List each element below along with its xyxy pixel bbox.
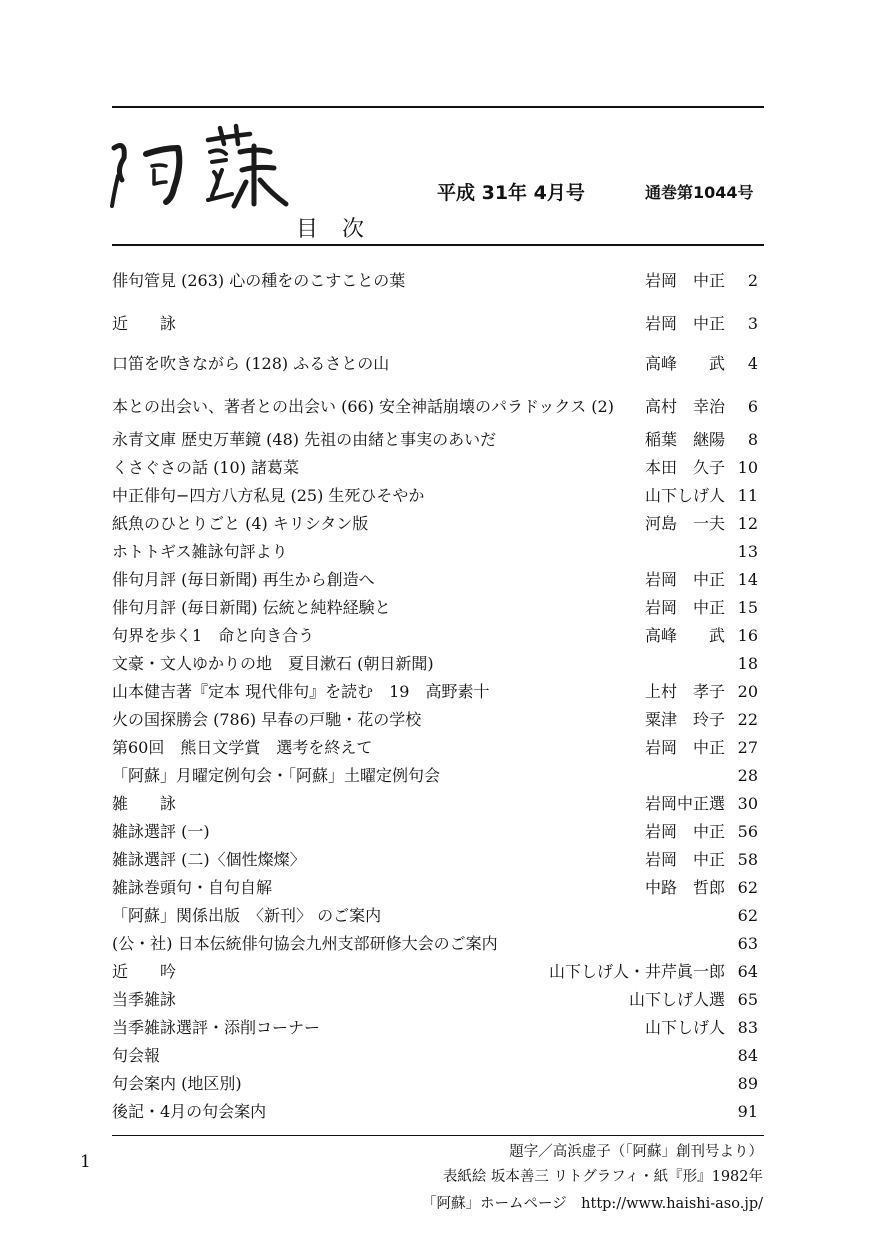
toc-entry [112, 1043, 758, 1069]
toc-entry-title: 「阿蘇」関係出版 〈新刊〉 のご案内 [112, 906, 382, 925]
issue-date: 平成 31年 4月号 [437, 182, 585, 204]
toc-entry [112, 595, 758, 621]
toc-entry-page: 20 [737, 682, 758, 701]
toc-entry-author: 山下しげ人 [644, 486, 725, 505]
toc-entry-title: 雑 詠 [112, 794, 177, 813]
toc-entry [112, 791, 758, 817]
toc-entry-title: ホトトギス雑詠句評より [112, 542, 288, 561]
toc-entry-page: 28 [737, 766, 758, 785]
toc-entry-page: 11 [737, 486, 758, 505]
footer-rule [112, 1135, 764, 1136]
toc-entry-page: 12 [737, 514, 758, 533]
toc-entry [112, 351, 758, 377]
toc-entry-page: 15 [737, 598, 758, 617]
toc-entry-author: 本田 久子 [644, 458, 725, 477]
toc-entry-title: 当季雑詠選評・添削コーナー [112, 1018, 321, 1037]
toc-entry-title: (公・社) 日本伝統俳句協会九州支部研修大会のご案内 [112, 934, 498, 953]
toc-entry-page: 14 [737, 570, 758, 589]
toc-entry-page: 91 [737, 1102, 758, 1121]
toc-entry-author: 岩岡 中正 [644, 850, 725, 869]
toc-entry [112, 483, 758, 509]
toc-entry-page: 89 [737, 1074, 758, 1093]
toc-entry-title: 永青文庫 歴史万華鏡 (48) 先祖の由緒と事実のあいだ [112, 430, 497, 449]
toc-entry-title: 口笛を吹きながら (128) ふるさとの山 [112, 354, 390, 373]
toc-entry-page: 65 [737, 990, 758, 1009]
toc-entry-author: 高峰 武 [644, 354, 725, 373]
toc-entry-page: 18 [737, 654, 758, 673]
toc-entry-page: 58 [737, 850, 758, 869]
toc-entry-title: 俳句管見 (263) 心の種をのこすことの葉 [112, 271, 406, 290]
page-number: 1 [80, 1152, 91, 1172]
toc-entry-title: 第60回 熊日文学賞 選考を終えて [112, 738, 373, 757]
toc-entry-page: 6 [747, 397, 758, 416]
toc-entry-title: 中正俳句−四方八方私見 (25) 生死ひそやか [112, 486, 425, 505]
toc-entry-title: 山本健吉著『定本 現代俳句』を読む 19 高野素十 [112, 682, 490, 701]
header-top-rule [112, 106, 764, 108]
volume-number: 通巻第1044号 [645, 183, 754, 202]
toc-entry-title: 俳句月評 (毎日新聞) 再生から創造へ [112, 570, 375, 589]
toc-entry [112, 623, 758, 649]
toc-entry-author: 山下しげ人・井芹眞一郎 [548, 962, 725, 981]
toc-entry-title: 紙魚のひとりごと (4) キリシタン版 [112, 514, 369, 533]
toc-entry [112, 679, 758, 705]
toc-entry-author: 岩岡 中正 [644, 822, 725, 841]
toc-entry-page: 13 [737, 542, 758, 561]
toc-entry-page: 30 [737, 794, 758, 813]
toc-entry-title: 当季雑詠 [112, 990, 177, 1009]
toc-entry [112, 427, 758, 453]
toc-entry-title: 近 詠 [112, 314, 177, 333]
toc-entry-page: 64 [737, 962, 758, 981]
toc-entry [112, 1071, 758, 1097]
toc-entry [112, 875, 758, 901]
toc-entry-title: くさぐさの話 (10) 諸葛菜 [112, 458, 300, 477]
toc-entry-page: 56 [737, 822, 758, 841]
toc-entry [112, 539, 758, 565]
toc-entry-title: 雑詠選評 (二)〈個性燦燦〉 [112, 850, 306, 869]
toc-entry-page: 16 [737, 626, 758, 645]
toc-entry-author: 岩岡 中正 [644, 738, 725, 757]
cover-art-credit: 表紙絵 坂本善三 リトグラフィ・紙『形』1982年 [442, 1169, 763, 1185]
toc-entry-page: 84 [737, 1046, 758, 1065]
toc-entry-page: 83 [737, 1018, 758, 1037]
toc-entry [112, 1099, 758, 1125]
toc-entry [112, 931, 758, 957]
toc-entry [112, 394, 758, 420]
toc-entry-author: 岩岡 中正 [644, 570, 725, 589]
toc-entry-author: 岩岡 中正 [644, 271, 725, 290]
toc-header-rule [112, 244, 764, 246]
toc-entry-page: 10 [737, 458, 758, 477]
toc-entry-author: 高村 幸治 [644, 397, 725, 416]
toc-entry [112, 819, 758, 845]
toc-entry-title: 火の国探勝会 (786) 早春の戸馳・花の学校 [112, 710, 422, 729]
toc-entry-page: 3 [747, 314, 758, 333]
toc-entry [112, 987, 758, 1013]
toc-entry-author: 山下しげ人 [644, 1018, 725, 1037]
toc-entry-author: 山下しげ人選 [628, 990, 725, 1009]
toc-entry-title: 文豪・文人ゆかりの地 夏目漱石 (朝日新聞) [112, 654, 434, 673]
homepage-link[interactable]: 「阿蘇」ホームページ http://www.haishi-aso.jp/ [421, 1196, 763, 1212]
toc-entry [112, 763, 758, 789]
toc-entry-title: 俳句月評 (毎日新聞) 伝統と純粋経験と [112, 598, 391, 617]
toc-entry [112, 268, 758, 294]
toc-entry-page: 63 [737, 934, 758, 953]
toc-entry-title: 雑詠選評 (一) [112, 822, 210, 841]
toc-entry [112, 903, 758, 929]
toc-heading: 目次 [296, 217, 389, 242]
toc-entry-title: 句界を歩く1 命と向き合う [112, 626, 315, 645]
toc-entry-page: 27 [737, 738, 758, 757]
toc-entry [112, 735, 758, 761]
toc-entry [112, 511, 758, 537]
toc-entry-author: 稲葉 継陽 [644, 430, 725, 449]
toc-entry-author: 中路 哲郎 [644, 878, 725, 897]
toc-entry [112, 567, 758, 593]
toc-entry [112, 1015, 758, 1041]
aso-calligraphy-logo [108, 118, 298, 213]
toc-entry-title: 本との出会い、著者との出会い (66) 安全神話崩壊のパラドックス (2) [112, 397, 614, 416]
toc-entry-page: 22 [737, 710, 758, 729]
toc-entry-page: 8 [747, 430, 758, 449]
toc-entry-author: 上村 孝子 [644, 682, 725, 701]
toc-entry-title: 「阿蘇」月曜定例句会・「阿蘇」土曜定例句会 [112, 766, 441, 785]
toc-entry-title: 近 吟 [112, 962, 177, 981]
toc-entry [112, 455, 758, 481]
toc-entry-author: 粟津 玲子 [644, 710, 725, 729]
toc-entry-author: 岩岡中正選 [644, 794, 725, 813]
toc-entry-author: 岩岡 中正 [644, 598, 725, 617]
toc-entry-title: 後記・4月の句会案内 [112, 1102, 267, 1121]
toc-entry-title: 句会報 [112, 1046, 161, 1065]
toc-entry-author: 河島 一夫 [644, 514, 725, 533]
toc-entry [112, 959, 758, 985]
toc-entry [112, 311, 758, 337]
calligraphy-credit: 題字／高浜虚子（「阿蘇」創刊号より） [509, 1144, 763, 1160]
toc-entry-page: 62 [737, 878, 758, 897]
toc-entry [112, 847, 758, 873]
toc-entry-page: 2 [747, 271, 758, 290]
toc-entry-author: 岩岡 中正 [644, 314, 725, 333]
toc-entry-author: 高峰 武 [644, 626, 725, 645]
toc-entry-page: 4 [747, 354, 758, 373]
toc-entry [112, 707, 758, 733]
toc-entry-title: 句会案内 (地区別) [112, 1074, 242, 1093]
toc-entry-title: 雑詠巻頭句・自句自解 [112, 878, 273, 897]
toc-entry [112, 651, 758, 677]
toc-entry-page: 62 [737, 906, 758, 925]
